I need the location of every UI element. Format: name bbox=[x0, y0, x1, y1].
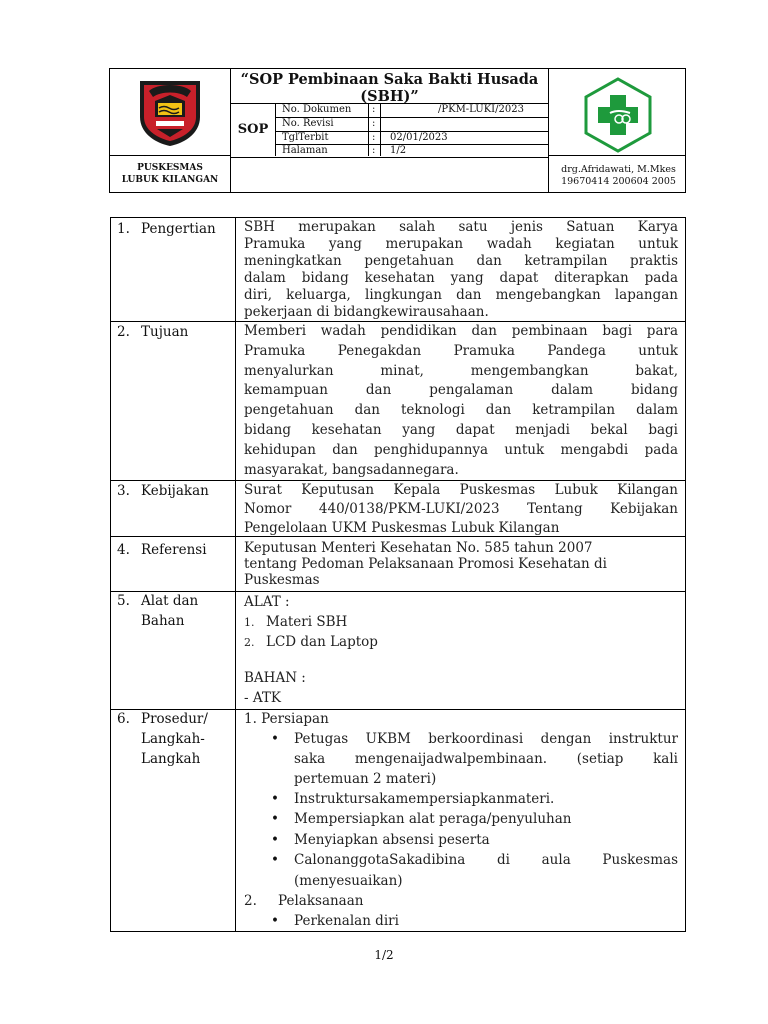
alat-item: 2. LCD dan Laptop bbox=[244, 634, 378, 650]
separator: : bbox=[372, 104, 376, 115]
section-label-alat-bahan: 5. Alat dan Bahan bbox=[117, 593, 199, 629]
section-label-tujuan: 2. Tujuan bbox=[117, 324, 189, 340]
header-divider bbox=[548, 155, 685, 156]
sop-content-table bbox=[110, 217, 686, 932]
bullet: • bbox=[271, 913, 279, 929]
header-divider bbox=[368, 103, 369, 156]
bahan-heading: BAHAN : bbox=[244, 670, 306, 686]
alat-item: 1. Materi SBH bbox=[244, 614, 348, 630]
bahan-item: - ATK bbox=[244, 690, 281, 706]
header-divider bbox=[275, 103, 276, 156]
procedure-item: Petugas UKBM berkoordinasi dengan instruktur saka mengenaijadwalpembinaan. (setiap kali pertemuan 2 materi) bbox=[294, 731, 678, 787]
bullet: • bbox=[271, 852, 279, 868]
bullet: • bbox=[271, 791, 279, 807]
section-label-kebijakan: 3. Kebijakan bbox=[117, 483, 209, 499]
signer-block bbox=[550, 164, 687, 188]
column-divider bbox=[235, 218, 236, 931]
header-divider bbox=[548, 69, 549, 192]
header-divider bbox=[110, 155, 230, 156]
section-text-kebijakan: Surat Keputusan Kepala Puskesmas Lubuk Kilangan Nomor 440/0138/PKM-LUKI/2023 Tentang Kebijakan Pengelolaan UKM Puskesmas Lubuk Kilangan bbox=[244, 482, 678, 536]
signer-name: drg.Afridawati, M.Mkes bbox=[561, 164, 676, 175]
bullet: • bbox=[271, 731, 279, 747]
section-label-referensi: 4. Referensi bbox=[117, 542, 207, 558]
sop-header-table bbox=[109, 68, 686, 193]
section-label-pengertian: 1. Pengertian bbox=[117, 221, 216, 237]
doc-number-label: No. Dokumen bbox=[282, 104, 352, 115]
procedure-item: Mempersiapkan alat peraga/penyuluhan bbox=[294, 811, 572, 827]
section-text-pengertian: SBH merupakan salah satu jenis Satuan Karya Pramuka yang merupakan wadah kegiatan untuk meningkatkan pengetahuan dan ketrampilan praktis dalam bidang kesehatan yang dapat diterapkan pada diri, keluarga, lingkungan dan mengebangkan lapangan pekerjaan di bidangkewirausahaan. bbox=[244, 219, 678, 320]
step-persiapan: 1. Persiapan bbox=[244, 711, 329, 727]
section-text-referensi: Keputusan Menteri Kesehatan No. 585 tahun 2007 tentang Pedoman Pelaksanaan Promosi Kesehatan di Puskesmas bbox=[244, 540, 607, 588]
bullet: • bbox=[271, 811, 279, 827]
separator: : bbox=[372, 145, 376, 156]
section-text-tujuan: Memberi wadah pendidikan dan pembinaan bagi para Pramuka Penegakdan Pramuka Pandega untuk menyalurkan minat, mengembangkan bakat, kemampuan dan pengalaman dalam bidang pengetahuan dan teknologi dan ketrampilan dalam bidang kesehatan yang dapat menjadi bekal bagi kehidupan dan penghidupannya untuk mengabdi pada masyarakat, bangsadannegara. bbox=[244, 323, 678, 478]
separator: : bbox=[372, 118, 376, 129]
page-number: 1/2 bbox=[374, 948, 394, 962]
page-label: Halaman bbox=[282, 145, 328, 156]
section-label-prosedur: 6. Prosedur/ Langkah- Langkah bbox=[117, 711, 208, 767]
bullet: • bbox=[271, 832, 279, 848]
doc-number-value: /PKM-LUKI/2023 bbox=[438, 104, 524, 115]
organization-name: PUSKESMAS LUBUK KILANGAN bbox=[121, 163, 219, 185]
procedure-item: Menyiapkan absensi peserta bbox=[294, 832, 490, 848]
document-title: “SOP Pembinaan Saka Bakti Husada (SBH)” bbox=[240, 71, 539, 105]
signer-nip: 19670414 200604 2005 bbox=[561, 176, 676, 187]
sop-label: SOP bbox=[237, 122, 269, 137]
puskesmas-logo bbox=[583, 77, 653, 153]
separator: : bbox=[372, 132, 376, 143]
procedure-item: CalonanggotaSakadibina di aula Puskesmas (menyesuaikan) bbox=[294, 852, 678, 889]
header-divider bbox=[230, 157, 548, 158]
page-value: 1/2 bbox=[390, 145, 407, 156]
header-divider bbox=[380, 103, 381, 156]
published-label: TglTerbit bbox=[282, 132, 329, 143]
alat-heading: ALAT : bbox=[244, 594, 290, 610]
published-value: 02/01/2023 bbox=[390, 132, 448, 143]
procedure-item: Perkenalan diri bbox=[294, 913, 399, 929]
procedure-item: Instruktursakamempersiapkanmateri. bbox=[294, 791, 555, 807]
step-pelaksanaan: 2. Pelaksanaan bbox=[244, 893, 364, 909]
regional-emblem-logo bbox=[137, 77, 203, 147]
revision-label: No. Revisi bbox=[282, 118, 334, 129]
